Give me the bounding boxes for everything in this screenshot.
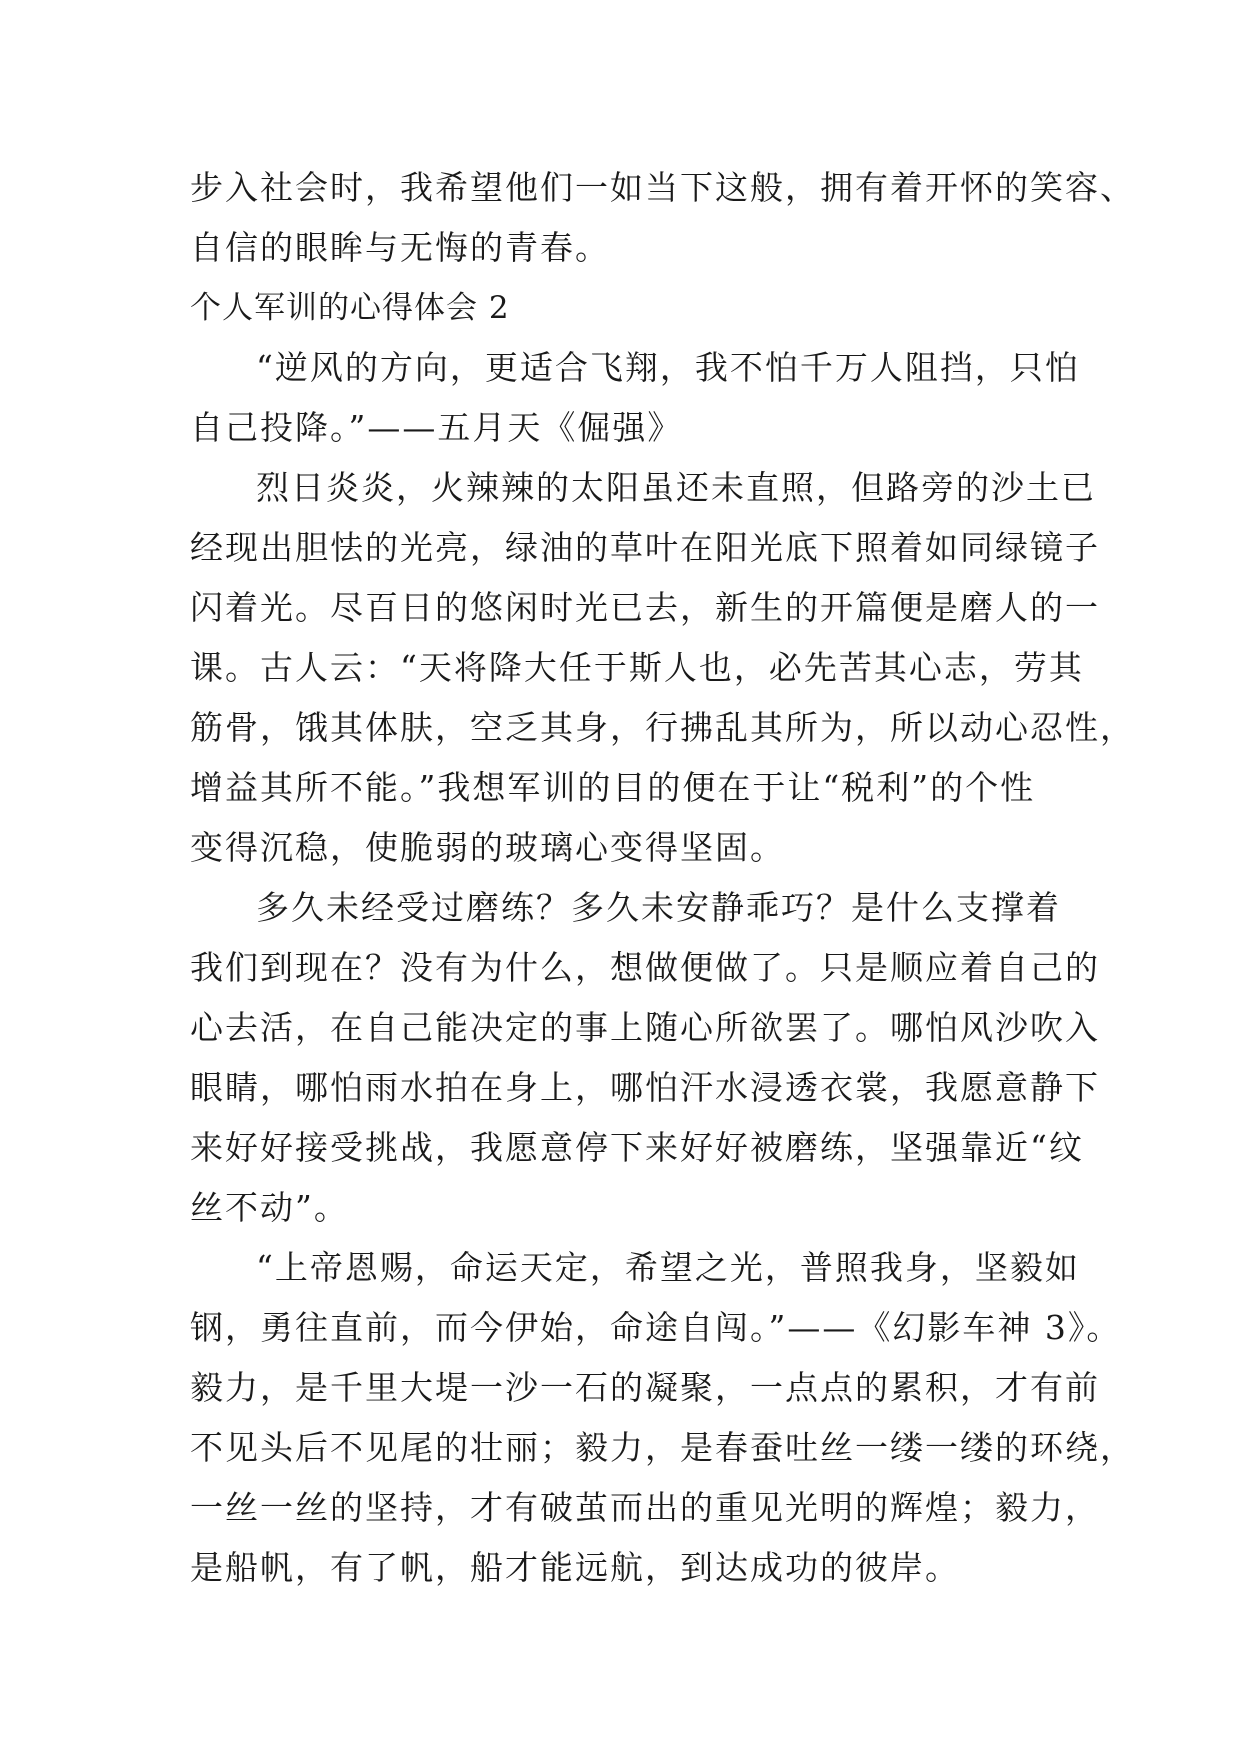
text-line: 钢，勇往直前，而今伊始，命途自闯。”——《幻影车神 3》。: [190, 1308, 1122, 1347]
text-line: 我们到现在？没有为什么，想做便做了。只是顺应着自己的: [190, 948, 1100, 987]
text-line: 毅力，是千里大堤一沙一石的凝聚，一点点的累积，才有前: [190, 1368, 1100, 1407]
text-line: 步入社会时，我希望他们一如当下这般，拥有着开怀的笑容、: [190, 168, 1135, 207]
document-body: [190, 158, 1135, 1598]
text-line: 自信的眼眸与无悔的青春。: [190, 228, 610, 267]
text-line: 烈日炎炎，火辣辣的太阳虽还未直照，但路旁的沙土已: [256, 468, 1096, 507]
text-line: “上帝恩赐，命运天定，希望之光，普照我身，坚毅如: [256, 1248, 1080, 1287]
text-line: 不见头后不见尾的壮丽；毅力，是春蚕吐丝一缕一缕的环绕，: [190, 1428, 1135, 1467]
text-line: 变得沉稳，使脆弱的玻璃心变得坚固。: [190, 828, 785, 867]
text-line: 多久未经受过磨练？多久未安静乖巧？是什么支撑着: [256, 888, 1061, 927]
text-line: 丝不动”。: [190, 1188, 349, 1227]
section-heading: 个人军训的心得体会 2: [190, 290, 510, 326]
text-line: 来好好接受挑战，我愿意停下来好好被磨练，坚强靠近“纹: [190, 1128, 1084, 1167]
text-line: 经现出胆怯的光亮，绿油的草叶在阳光底下照着如同绿镜子: [190, 528, 1100, 567]
text-line: 眼睛，哪怕雨水拍在身上，哪怕汗水浸透衣裳，我愿意静下: [190, 1068, 1100, 1107]
text-line: 自己投降。”——五月天《倔强》: [190, 408, 683, 447]
text-line: 课。古人云：“天将降大任于斯人也，必先苦其心志，劳其: [190, 648, 1084, 687]
text-line: 心去活，在自己能决定的事上随心所欲罢了。哪怕风沙吹入: [190, 1008, 1100, 1047]
text-line: 筋骨，饿其体肤，空乏其身，行拂乱其所为，所以动心忍性，: [190, 708, 1135, 747]
text-line: 一丝一丝的坚持，才有破茧而出的重见光明的辉煌；毅力，: [190, 1488, 1100, 1527]
text-line: 是船帆，有了帆，船才能远航，到达成功的彼岸。: [190, 1548, 960, 1587]
text-line: “逆风的方向，更适合飞翔，我不怕千万人阻挡，只怕: [256, 348, 1080, 387]
text-line: 闪着光。尽百日的悠闲时光已去，新生的开篇便是磨人的一: [190, 588, 1100, 627]
text-line: 增益其所不能。”我想军训的目的便在于让“税利”的个性: [190, 768, 1036, 807]
